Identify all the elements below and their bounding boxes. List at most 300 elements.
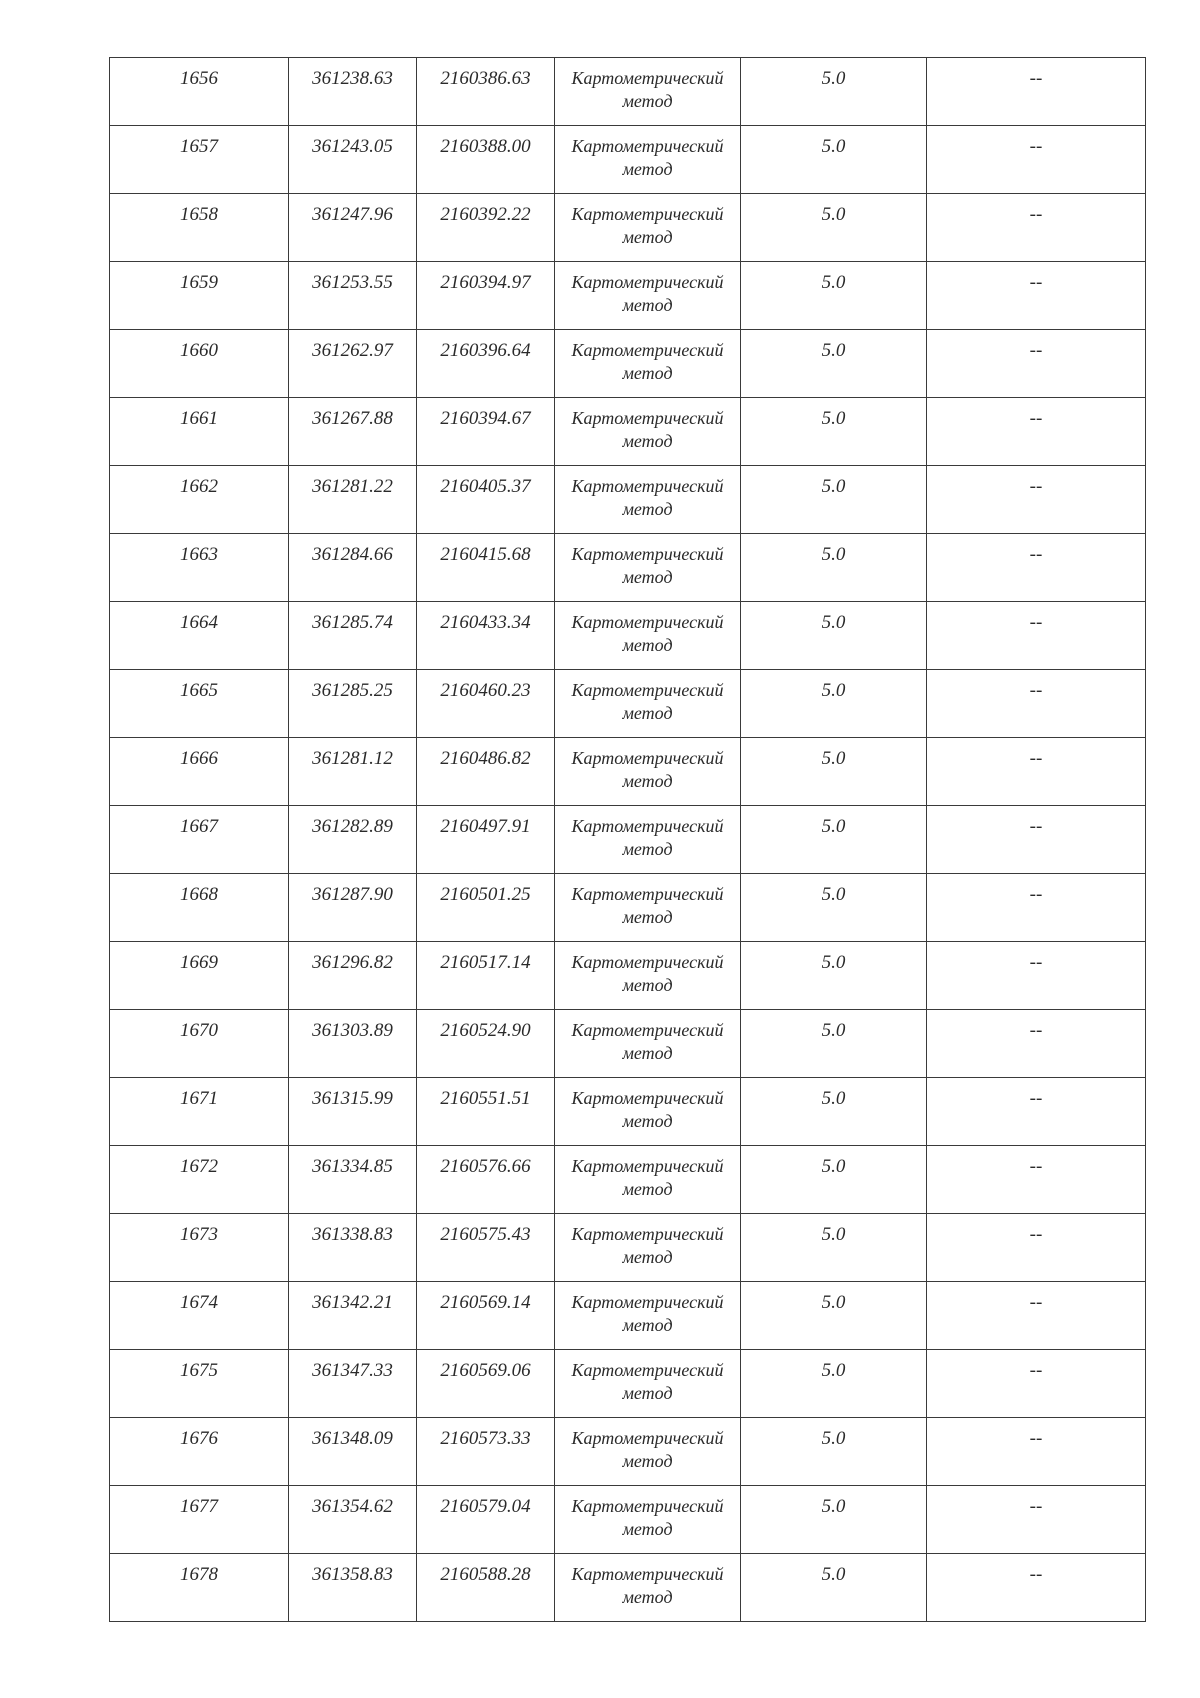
coord-x-text: 361253.55 bbox=[312, 272, 393, 293]
method-cell bbox=[555, 1486, 741, 1554]
coord-y-cell bbox=[417, 1146, 555, 1214]
table-row bbox=[110, 1146, 1146, 1214]
table-row bbox=[110, 1010, 1146, 1078]
method-cell bbox=[555, 1146, 741, 1214]
method-line: Картометрический bbox=[571, 884, 724, 904]
note-cell bbox=[927, 1078, 1146, 1146]
table-row bbox=[110, 1486, 1146, 1554]
coord-y-text: 2160497.91 bbox=[440, 816, 531, 837]
point-number-cell bbox=[110, 602, 289, 670]
method-text bbox=[555, 738, 740, 793]
note-text: -- bbox=[1029, 816, 1043, 837]
coord-y-cell bbox=[417, 398, 555, 466]
coord-y-cell bbox=[417, 58, 555, 126]
method-text bbox=[555, 398, 740, 453]
accuracy-text: 5.0 bbox=[821, 1224, 846, 1245]
method-text bbox=[555, 670, 740, 725]
accuracy-text: 5.0 bbox=[821, 544, 846, 565]
accuracy-cell bbox=[741, 262, 927, 330]
accuracy-cell bbox=[741, 1214, 927, 1282]
coord-y-cell bbox=[417, 534, 555, 602]
method-text bbox=[555, 1282, 740, 1337]
accuracy-text: 5.0 bbox=[821, 816, 846, 837]
point-number-cell bbox=[110, 58, 289, 126]
method-line: метод bbox=[622, 499, 673, 519]
point-number-cell bbox=[110, 1214, 289, 1282]
point-number-cell bbox=[110, 1486, 289, 1554]
coord-x-cell bbox=[289, 1078, 417, 1146]
point-number-text: 1674 bbox=[180, 1292, 218, 1313]
note-cell bbox=[927, 534, 1146, 602]
point-number-text: 1671 bbox=[180, 1088, 218, 1109]
point-number-text: 1658 bbox=[180, 204, 218, 225]
point-number-cell bbox=[110, 942, 289, 1010]
method-line: метод bbox=[622, 91, 673, 111]
note-text: -- bbox=[1029, 1020, 1043, 1041]
coord-y-text: 2160394.67 bbox=[440, 408, 531, 429]
method-text bbox=[555, 1554, 740, 1609]
accuracy-cell bbox=[741, 1146, 927, 1214]
coord-x-cell bbox=[289, 262, 417, 330]
coord-y-text: 2160396.64 bbox=[440, 340, 531, 361]
point-number-cell bbox=[110, 670, 289, 738]
coord-y-cell bbox=[417, 670, 555, 738]
coord-x-cell bbox=[289, 1214, 417, 1282]
table-row bbox=[110, 1214, 1146, 1282]
coord-x-text: 361303.89 bbox=[312, 1020, 393, 1041]
accuracy-text: 5.0 bbox=[821, 1564, 846, 1585]
coord-y-text: 2160517.14 bbox=[440, 952, 531, 973]
point-number-text: 1657 bbox=[180, 136, 218, 157]
coord-y-cell bbox=[417, 1010, 555, 1078]
method-line: Картометрический bbox=[571, 1564, 724, 1584]
note-cell bbox=[927, 1486, 1146, 1554]
method-line: метод bbox=[622, 1315, 673, 1335]
accuracy-text: 5.0 bbox=[821, 952, 846, 973]
point-number-text: 1677 bbox=[180, 1496, 218, 1517]
note-text: -- bbox=[1029, 1224, 1043, 1245]
coord-x-cell bbox=[289, 1554, 417, 1622]
method-cell bbox=[555, 602, 741, 670]
coord-x-text: 361347.33 bbox=[312, 1360, 393, 1381]
method-cell bbox=[555, 534, 741, 602]
coord-y-text: 2160388.00 bbox=[440, 136, 531, 157]
accuracy-text: 5.0 bbox=[821, 1360, 846, 1381]
method-cell bbox=[555, 670, 741, 738]
note-text: -- bbox=[1029, 408, 1043, 429]
note-cell bbox=[927, 1010, 1146, 1078]
note-cell bbox=[927, 1146, 1146, 1214]
coord-y-text: 2160392.22 bbox=[440, 204, 531, 225]
table-row bbox=[110, 806, 1146, 874]
coord-y-text: 2160386.63 bbox=[440, 68, 531, 89]
note-cell bbox=[927, 330, 1146, 398]
method-line: метод bbox=[622, 1247, 673, 1267]
table-row bbox=[110, 602, 1146, 670]
coord-x-text: 361342.21 bbox=[312, 1292, 393, 1313]
point-number-cell bbox=[110, 1146, 289, 1214]
note-cell bbox=[927, 806, 1146, 874]
method-line: Картометрический bbox=[571, 1428, 724, 1448]
accuracy-cell bbox=[741, 942, 927, 1010]
coord-x-text: 361281.22 bbox=[312, 476, 393, 497]
point-number-text: 1663 bbox=[180, 544, 218, 565]
note-cell bbox=[927, 1350, 1146, 1418]
coord-x-cell bbox=[289, 1350, 417, 1418]
method-line: Картометрический bbox=[571, 680, 724, 700]
accuracy-cell bbox=[741, 1350, 927, 1418]
point-number-cell bbox=[110, 126, 289, 194]
method-cell bbox=[555, 942, 741, 1010]
coord-x-text: 361262.97 bbox=[312, 340, 393, 361]
method-line: метод bbox=[622, 635, 673, 655]
method-cell bbox=[555, 466, 741, 534]
note-text: -- bbox=[1029, 748, 1043, 769]
point-number-text: 1678 bbox=[180, 1564, 218, 1585]
accuracy-text: 5.0 bbox=[821, 408, 846, 429]
method-cell bbox=[555, 1010, 741, 1078]
coord-x-text: 361296.82 bbox=[312, 952, 393, 973]
point-number-cell bbox=[110, 1010, 289, 1078]
coord-x-text: 361285.74 bbox=[312, 612, 393, 633]
method-text bbox=[555, 1146, 740, 1201]
coord-y-text: 2160415.68 bbox=[440, 544, 531, 565]
accuracy-cell bbox=[741, 874, 927, 942]
table-row bbox=[110, 1554, 1146, 1622]
accuracy-cell bbox=[741, 398, 927, 466]
coord-x-cell bbox=[289, 58, 417, 126]
table-row bbox=[110, 1350, 1146, 1418]
method-line: метод bbox=[622, 1451, 673, 1471]
note-text: -- bbox=[1029, 544, 1043, 565]
method-cell bbox=[555, 58, 741, 126]
accuracy-cell bbox=[741, 1282, 927, 1350]
table-row bbox=[110, 126, 1146, 194]
note-text: -- bbox=[1029, 68, 1043, 89]
table-row bbox=[110, 534, 1146, 602]
method-line: метод bbox=[622, 431, 673, 451]
method-cell bbox=[555, 194, 741, 262]
coord-x-cell bbox=[289, 1146, 417, 1214]
point-number-text: 1669 bbox=[180, 952, 218, 973]
method-cell bbox=[555, 874, 741, 942]
note-cell bbox=[927, 1418, 1146, 1486]
method-line: Картометрический bbox=[571, 1360, 724, 1380]
method-line: Картометрический bbox=[571, 1088, 724, 1108]
accuracy-cell bbox=[741, 126, 927, 194]
accuracy-cell bbox=[741, 58, 927, 126]
method-line: Картометрический bbox=[571, 1224, 724, 1244]
method-cell bbox=[555, 262, 741, 330]
accuracy-text: 5.0 bbox=[821, 272, 846, 293]
coord-y-cell bbox=[417, 1282, 555, 1350]
method-text bbox=[555, 262, 740, 317]
coord-y-text: 2160576.66 bbox=[440, 1156, 531, 1177]
coord-x-text: 361285.25 bbox=[312, 680, 393, 701]
method-text bbox=[555, 1418, 740, 1473]
point-number-cell bbox=[110, 806, 289, 874]
note-text: -- bbox=[1029, 884, 1043, 905]
method-line: Картометрический bbox=[571, 476, 724, 496]
method-line: метод bbox=[622, 1519, 673, 1539]
method-line: метод bbox=[622, 567, 673, 587]
note-text: -- bbox=[1029, 1292, 1043, 1313]
method-line: Картометрический bbox=[571, 1020, 724, 1040]
coord-x-cell bbox=[289, 602, 417, 670]
accuracy-text: 5.0 bbox=[821, 748, 846, 769]
note-cell bbox=[927, 942, 1146, 1010]
note-text: -- bbox=[1029, 680, 1043, 701]
coord-x-cell bbox=[289, 670, 417, 738]
point-number-cell bbox=[110, 534, 289, 602]
point-number-text: 1660 bbox=[180, 340, 218, 361]
method-text bbox=[555, 942, 740, 997]
method-cell bbox=[555, 1350, 741, 1418]
coord-y-cell bbox=[417, 1350, 555, 1418]
coord-y-cell bbox=[417, 466, 555, 534]
accuracy-cell bbox=[741, 466, 927, 534]
accuracy-text: 5.0 bbox=[821, 476, 846, 497]
accuracy-text: 5.0 bbox=[821, 1088, 846, 1109]
coord-x-cell bbox=[289, 126, 417, 194]
coord-y-text: 2160524.90 bbox=[440, 1020, 531, 1041]
point-number-text: 1659 bbox=[180, 272, 218, 293]
accuracy-text: 5.0 bbox=[821, 1156, 846, 1177]
method-line: метод bbox=[622, 771, 673, 791]
coord-x-text: 361334.85 bbox=[312, 1156, 393, 1177]
accuracy-cell bbox=[741, 194, 927, 262]
method-text bbox=[555, 1486, 740, 1541]
method-line: Картометрический bbox=[571, 816, 724, 836]
coord-y-text: 2160573.33 bbox=[440, 1428, 531, 1449]
accuracy-text: 5.0 bbox=[821, 612, 846, 633]
method-line: Картометрический bbox=[571, 1496, 724, 1516]
accuracy-cell bbox=[741, 670, 927, 738]
note-cell bbox=[927, 398, 1146, 466]
method-line: Картометрический bbox=[571, 68, 724, 88]
coord-x-text: 361338.83 bbox=[312, 1224, 393, 1245]
table-row bbox=[110, 1078, 1146, 1146]
coord-x-cell bbox=[289, 466, 417, 534]
coord-y-text: 2160569.06 bbox=[440, 1360, 531, 1381]
note-cell bbox=[927, 262, 1146, 330]
note-cell bbox=[927, 1214, 1146, 1282]
point-number-text: 1668 bbox=[180, 884, 218, 905]
point-number-text: 1673 bbox=[180, 1224, 218, 1245]
method-line: Картометрический bbox=[571, 340, 724, 360]
coord-x-text: 361238.63 bbox=[312, 68, 393, 89]
method-cell bbox=[555, 398, 741, 466]
note-text: -- bbox=[1029, 612, 1043, 633]
coord-x-cell bbox=[289, 1486, 417, 1554]
point-number-text: 1656 bbox=[180, 68, 218, 89]
note-cell bbox=[927, 602, 1146, 670]
point-number-cell bbox=[110, 1350, 289, 1418]
coord-y-text: 2160575.43 bbox=[440, 1224, 531, 1245]
coord-x-cell bbox=[289, 1418, 417, 1486]
coordinates-table-body bbox=[110, 58, 1146, 1622]
method-cell bbox=[555, 1418, 741, 1486]
method-line: Картометрический bbox=[571, 204, 724, 224]
coord-x-text: 361281.12 bbox=[312, 748, 393, 769]
coord-x-text: 361358.83 bbox=[312, 1564, 393, 1585]
point-number-cell bbox=[110, 1418, 289, 1486]
table-row bbox=[110, 58, 1146, 126]
note-text: -- bbox=[1029, 136, 1043, 157]
coordinates-table bbox=[109, 57, 1146, 1622]
coord-x-cell bbox=[289, 330, 417, 398]
method-line: метод bbox=[622, 975, 673, 995]
accuracy-cell bbox=[741, 602, 927, 670]
note-text: -- bbox=[1029, 1088, 1043, 1109]
method-cell bbox=[555, 1282, 741, 1350]
coord-x-text: 361315.99 bbox=[312, 1088, 393, 1109]
method-cell bbox=[555, 1214, 741, 1282]
note-text: -- bbox=[1029, 1156, 1043, 1177]
accuracy-text: 5.0 bbox=[821, 1020, 846, 1041]
method-line: метод bbox=[622, 1111, 673, 1131]
method-text bbox=[555, 602, 740, 657]
point-number-text: 1667 bbox=[180, 816, 218, 837]
coord-x-cell bbox=[289, 1282, 417, 1350]
method-cell bbox=[555, 806, 741, 874]
note-text: -- bbox=[1029, 1496, 1043, 1517]
table-row bbox=[110, 1418, 1146, 1486]
note-cell bbox=[927, 874, 1146, 942]
coord-x-cell bbox=[289, 942, 417, 1010]
accuracy-text: 5.0 bbox=[821, 68, 846, 89]
method-text bbox=[555, 1010, 740, 1065]
note-text: -- bbox=[1029, 340, 1043, 361]
point-number-cell bbox=[110, 398, 289, 466]
method-line: Картометрический bbox=[571, 1292, 724, 1312]
point-number-cell bbox=[110, 330, 289, 398]
coord-x-text: 361243.05 bbox=[312, 136, 393, 157]
coord-y-cell bbox=[417, 1078, 555, 1146]
accuracy-text: 5.0 bbox=[821, 1428, 846, 1449]
coord-x-cell bbox=[289, 534, 417, 602]
method-line: Картометрический bbox=[571, 1156, 724, 1176]
method-text bbox=[555, 466, 740, 521]
note-cell bbox=[927, 738, 1146, 806]
method-line: Картометрический bbox=[571, 136, 724, 156]
table-row bbox=[110, 738, 1146, 806]
accuracy-cell bbox=[741, 1486, 927, 1554]
coord-y-text: 2160433.34 bbox=[440, 612, 531, 633]
accuracy-text: 5.0 bbox=[821, 136, 846, 157]
method-text bbox=[555, 1078, 740, 1133]
method-text bbox=[555, 534, 740, 589]
coord-y-cell bbox=[417, 602, 555, 670]
note-cell bbox=[927, 670, 1146, 738]
coord-x-text: 361284.66 bbox=[312, 544, 393, 565]
point-number-cell bbox=[110, 874, 289, 942]
table-row bbox=[110, 262, 1146, 330]
method-text bbox=[555, 126, 740, 181]
method-text bbox=[555, 58, 740, 113]
coord-x-cell bbox=[289, 194, 417, 262]
accuracy-text: 5.0 bbox=[821, 340, 846, 361]
coord-y-text: 2160405.37 bbox=[440, 476, 531, 497]
method-cell bbox=[555, 738, 741, 806]
method-line: метод bbox=[622, 907, 673, 927]
coord-x-cell bbox=[289, 1010, 417, 1078]
coord-y-cell bbox=[417, 874, 555, 942]
point-number-cell bbox=[110, 194, 289, 262]
coord-y-cell bbox=[417, 126, 555, 194]
method-cell bbox=[555, 1078, 741, 1146]
method-line: Картометрический bbox=[571, 748, 724, 768]
note-text: -- bbox=[1029, 476, 1043, 497]
method-line: метод bbox=[622, 295, 673, 315]
method-cell bbox=[555, 126, 741, 194]
accuracy-cell bbox=[741, 1010, 927, 1078]
method-cell bbox=[555, 330, 741, 398]
accuracy-text: 5.0 bbox=[821, 204, 846, 225]
method-line: Картометрический bbox=[571, 952, 724, 972]
accuracy-text: 5.0 bbox=[821, 884, 846, 905]
method-cell bbox=[555, 1554, 741, 1622]
point-number-text: 1664 bbox=[180, 612, 218, 633]
note-text: -- bbox=[1029, 952, 1043, 973]
method-text bbox=[555, 1350, 740, 1405]
note-text: -- bbox=[1029, 1564, 1043, 1585]
coord-y-text: 2160588.28 bbox=[440, 1564, 531, 1585]
table-row bbox=[110, 874, 1146, 942]
table-row bbox=[110, 330, 1146, 398]
coord-x-cell bbox=[289, 398, 417, 466]
coord-y-cell bbox=[417, 1418, 555, 1486]
accuracy-cell bbox=[741, 330, 927, 398]
note-text: -- bbox=[1029, 272, 1043, 293]
coord-y-text: 2160579.04 bbox=[440, 1496, 531, 1517]
point-number-cell bbox=[110, 466, 289, 534]
coord-y-cell bbox=[417, 1214, 555, 1282]
note-cell bbox=[927, 194, 1146, 262]
accuracy-text: 5.0 bbox=[821, 1292, 846, 1313]
note-cell bbox=[927, 58, 1146, 126]
point-number-text: 1662 bbox=[180, 476, 218, 497]
coord-y-cell bbox=[417, 330, 555, 398]
accuracy-cell bbox=[741, 1078, 927, 1146]
note-text: -- bbox=[1029, 204, 1043, 225]
method-text bbox=[555, 330, 740, 385]
point-number-cell bbox=[110, 262, 289, 330]
coord-y-text: 2160551.51 bbox=[440, 1088, 531, 1109]
coord-x-text: 361287.90 bbox=[312, 884, 393, 905]
point-number-cell bbox=[110, 1078, 289, 1146]
accuracy-cell bbox=[741, 806, 927, 874]
coord-x-text: 361348.09 bbox=[312, 1428, 393, 1449]
coord-y-text: 2160569.14 bbox=[440, 1292, 531, 1313]
note-text: -- bbox=[1029, 1428, 1043, 1449]
accuracy-text: 5.0 bbox=[821, 680, 846, 701]
method-text bbox=[555, 194, 740, 249]
coord-y-cell bbox=[417, 942, 555, 1010]
coord-y-text: 2160501.25 bbox=[440, 884, 531, 905]
coord-y-cell bbox=[417, 262, 555, 330]
table-row bbox=[110, 1282, 1146, 1350]
table-row bbox=[110, 194, 1146, 262]
point-number-text: 1670 bbox=[180, 1020, 218, 1041]
method-line: метод bbox=[622, 839, 673, 859]
point-number-cell bbox=[110, 1554, 289, 1622]
method-line: Картометрический bbox=[571, 612, 724, 632]
coord-x-cell bbox=[289, 806, 417, 874]
coord-x-text: 361267.88 bbox=[312, 408, 393, 429]
accuracy-cell bbox=[741, 1418, 927, 1486]
accuracy-cell bbox=[741, 1554, 927, 1622]
